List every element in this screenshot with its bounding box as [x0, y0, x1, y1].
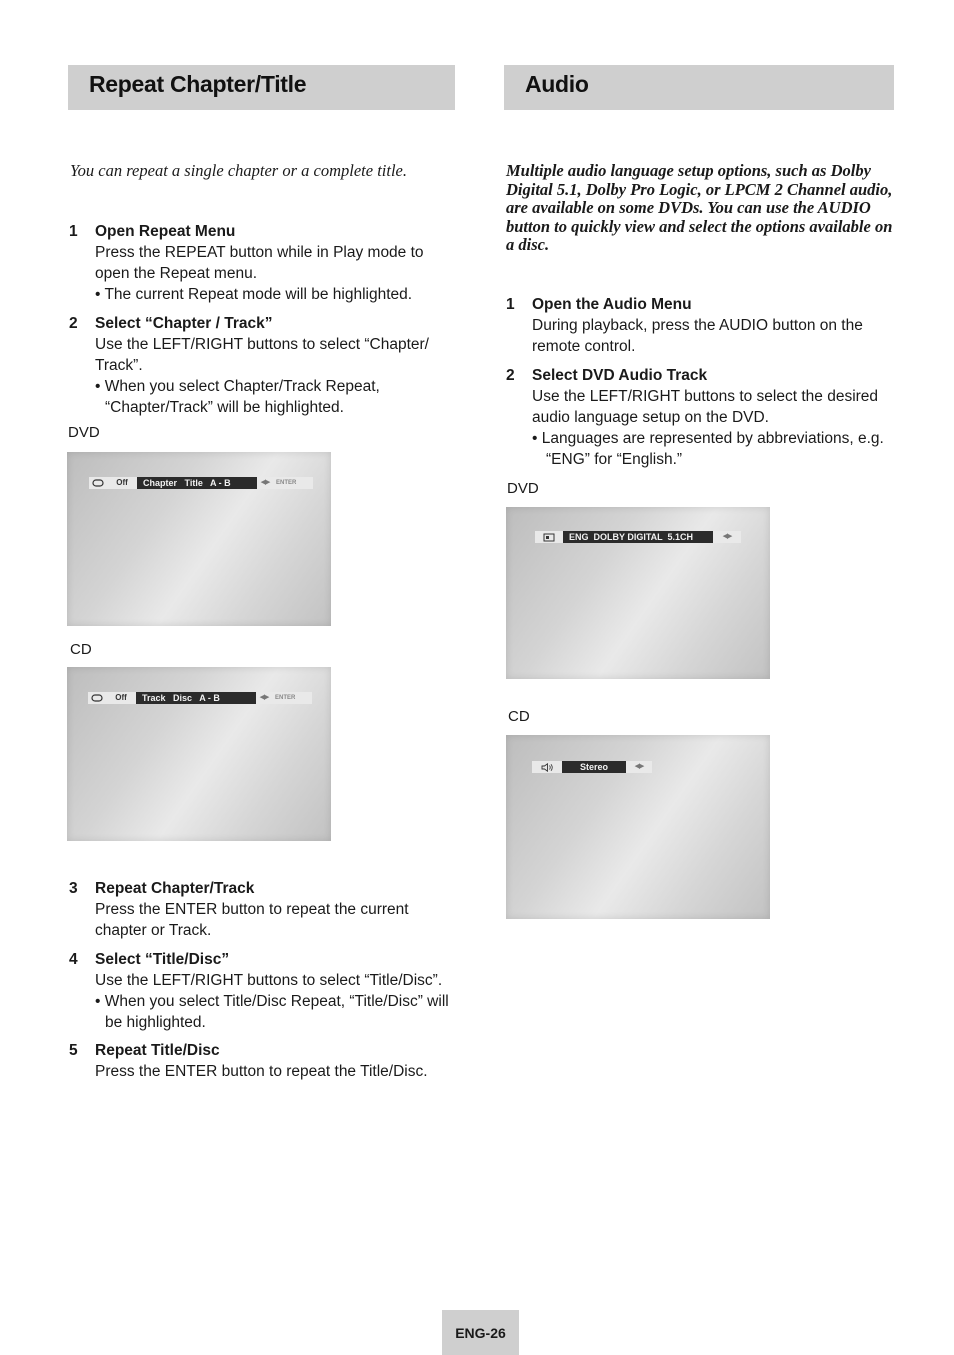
step-bullet: • When you select Title/Disc Repeat, “Title/Disc” will be highlighted.	[95, 993, 449, 1031]
step-heading: Repeat Title/Disc	[95, 1042, 220, 1059]
audio-osd-bar	[535, 531, 741, 543]
dvd-repeat-screen	[67, 452, 331, 626]
off-label: Off	[107, 477, 137, 489]
step-1	[69, 221, 454, 305]
cd-audio-screen	[506, 735, 770, 919]
step-number: 5	[69, 1042, 78, 1059]
repeat-icon	[89, 477, 107, 489]
page-number: ENG-26	[442, 1310, 519, 1355]
left-right-arrows-icon: ◀▶	[256, 692, 272, 704]
section-header-repeat	[68, 65, 455, 110]
step-body: Use the LEFT/RIGHT buttons to select “Chapter/ Track”.	[95, 336, 429, 374]
step-heading: Open Repeat Menu	[95, 223, 236, 240]
step-number: 2	[506, 367, 515, 384]
step-heading: Select DVD Audio Track	[532, 367, 708, 384]
step-3	[69, 878, 454, 941]
left-right-arrows-icon: ◀▶	[626, 761, 652, 773]
left-right-arrows-icon: ◀▶	[713, 531, 741, 543]
intro-text: You can repeat a single chapter or a complete title.	[70, 161, 407, 180]
off-label: Off	[106, 692, 136, 704]
step-heading: Repeat Chapter/Track	[95, 880, 255, 897]
dvd-label: DVD	[507, 480, 539, 497]
step-number: 4	[69, 951, 78, 968]
step-bullet: • The current Repeat mode will be highlighted.	[95, 286, 413, 303]
section-header-audio	[504, 65, 894, 110]
dvd-label: DVD	[68, 424, 100, 441]
step-1	[506, 294, 894, 357]
speaker-icon	[532, 761, 562, 773]
audio-osd-bar	[532, 761, 652, 773]
intro-text: Multiple audio language setup options, such as Dolby Digital 5.1, Dolby Pro Logic, or LPCM 2 Channel audio, are available on some DVDs. You can use the AUDIO button to quickly view and select the options available on a disc.	[506, 161, 893, 254]
step-heading: Select “Title/Disc”	[95, 951, 230, 968]
step-5	[69, 1040, 454, 1082]
step-2	[506, 365, 896, 470]
step-body: During playback, press the AUDIO button on the remote control.	[532, 317, 863, 355]
step-body: Use the LEFT/RIGHT buttons to select the desired audio language setup on the DVD.	[532, 388, 879, 426]
step-4	[69, 949, 457, 1033]
repeat-osd-bar	[88, 692, 312, 704]
step-body: Press the ENTER button to repeat the current chapter or Track.	[95, 901, 409, 939]
cd-label: CD	[508, 708, 530, 725]
repeat-osd-bar	[89, 477, 313, 489]
enter-label: ENTER	[273, 477, 313, 489]
cd-repeat-screen	[67, 667, 331, 841]
repeat-options[interactable]: Track Disc A - B	[136, 692, 256, 704]
repeat-icon	[88, 692, 106, 704]
repeat-options[interactable]: Chapter Title A - B	[137, 477, 257, 489]
audio-track-value[interactable]: ENG DOLBY DIGITAL 5.1CH	[563, 531, 713, 543]
step-bullet: • When you select Chapter/Track Repeat, “Chapter/Track” will be highlighted.	[95, 378, 380, 416]
section-title: Repeat Chapter/Title	[89, 71, 307, 97]
step-number: 1	[506, 296, 515, 313]
enter-label: ENTER	[272, 692, 312, 704]
step-body: Press the REPEAT button while in Play mode to open the Repeat menu.	[95, 244, 424, 282]
step-heading: Open the Audio Menu	[532, 296, 692, 313]
step-heading: Select “Chapter / Track”	[95, 315, 273, 332]
cd-label: CD	[70, 641, 92, 658]
step-bullet: • Languages are represented by abbreviations, e.g. “ENG” for “English.”	[532, 430, 884, 468]
dvd-audio-screen	[506, 507, 770, 679]
section-title: Audio	[525, 71, 589, 97]
step-body: Press the ENTER button to repeat the Title/Disc.	[95, 1063, 428, 1080]
audio-output-value[interactable]: Stereo	[562, 761, 626, 773]
left-right-arrows-icon: ◀▶	[257, 477, 273, 489]
step-number: 1	[69, 223, 78, 240]
step-2	[69, 313, 454, 418]
step-number: 3	[69, 880, 78, 897]
step-body: Use the LEFT/RIGHT buttons to select “Title/Disc”.	[95, 972, 443, 989]
audio-track-icon	[535, 531, 563, 543]
step-number: 2	[69, 315, 78, 332]
